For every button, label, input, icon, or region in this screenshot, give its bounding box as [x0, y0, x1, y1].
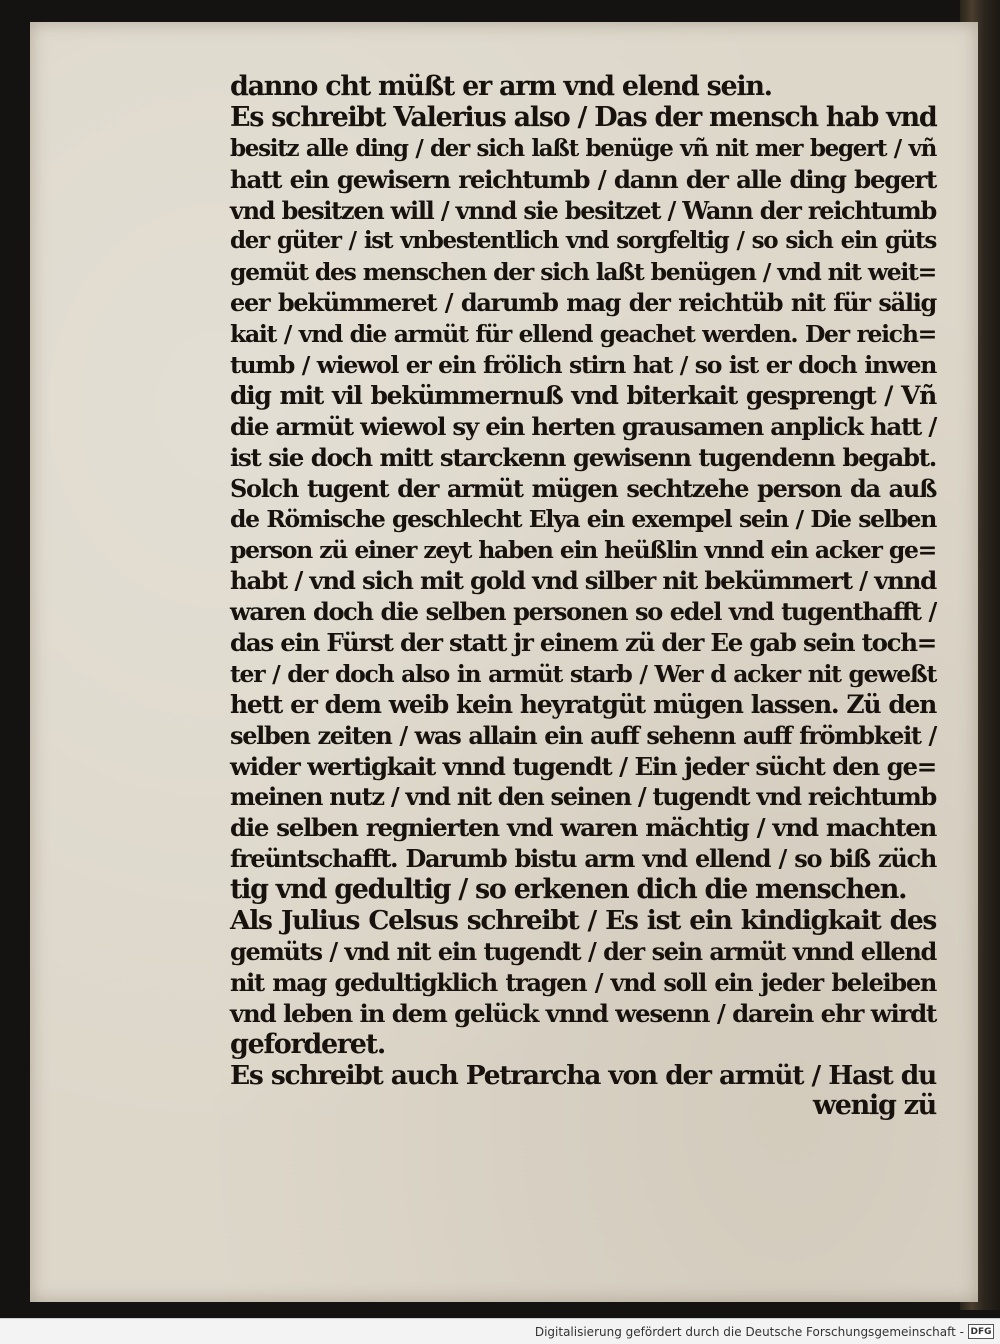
text-line-20: ter / der doch also in armüt starb / Wer d acker nit geweßt	[230, 659, 936, 688]
text-line-29: gemüts / vnd nit ein tugendt / der sein armüt vnnd ellend	[230, 936, 936, 966]
dfg-logo: DFG	[968, 1324, 994, 1339]
text-line-11: dig mit vil bekümmernuß vnd biterkait gesprengt / Vñ	[230, 380, 936, 410]
text-line-27: tig vnd gedultig / so erkenen dich die menschen.	[230, 874, 907, 906]
text-line-5: vnd besitzen will / vnnd sie besitzet / Wann der reichtumb	[230, 195, 936, 225]
text-line-17: habt / vnd sich mit gold vnd silber nit bekümmert / vnnd	[230, 566, 936, 596]
text-line-25: die selben regnierten vnd waren mächtig / vnd machten	[230, 813, 936, 843]
text-line-15: de Römische geschlecht Elya ein exempel sein / Die selben	[230, 505, 936, 534]
text-line-4: hatt ein gewisern reichtumb / dann der alle ding begert	[230, 164, 936, 194]
text-line-3: besitz alle ding / der sich laßt benüge vñ nit mer begert / vñ	[230, 134, 936, 162]
text-line-10: tumb / wiewol er ein frölich stirn hat / so ist er doch inwen	[230, 351, 936, 380]
text-line-33: Es schreibt auch Petrarcha von der armüt / Hast du	[230, 1059, 936, 1091]
text-line-16: person zü einer zeyt haben ein heüßlin vnnd ein acker ge=	[230, 536, 936, 565]
text-line-31: vnd leben in dem gelück vnnd wesenn / darein ehr wirdt	[230, 998, 936, 1028]
text-line-26: freüntschafft. Darumb bistu arm vnd ellend / so biß züch	[230, 844, 936, 874]
catchword: wenig zü	[812, 1090, 936, 1122]
text-line-30: nit mag gedultigklich tragen / vnd soll ein jeder beleiben	[230, 967, 936, 997]
text-line-23: wider wertigkait vnnd tugendt / Ein jeder sücht den ge=	[230, 751, 936, 781]
text-line-18: waren doch die selben personen so edel vnd tugenthafft /	[230, 597, 936, 627]
text-line-1: danno cht müßt er arm vnd elend sein.	[230, 71, 772, 102]
text-line-21: hett er dem weib kein heyratgüt mügen lassen. Zü den	[230, 689, 936, 719]
text-line-24: meinen nutz / vnd nit den seinen / tugendt vnd reichtumb	[230, 782, 936, 812]
text-line-9: kait / vnd die armüt für ellend geachet werden. Der reich=	[230, 320, 936, 349]
text-line-13: ist sie doch mitt starckenn gewisenn tugendenn begabt.	[230, 442, 936, 472]
text-line-6: der güter / ist vnbestentlich vnd sorgfeltig / so sich ein güts	[230, 227, 936, 255]
text-line-7: gemüt des menschen der sich laßt benügen / vnd nit weit=	[230, 258, 936, 287]
footer-credit: Digitalisierung gefördert durch die Deutsche Forschungsgemeinschaft -	[534, 1325, 964, 1339]
page-text	[230, 72, 936, 1122]
footer-bar	[0, 1318, 1000, 1344]
text-line-32: geforderet.	[230, 1028, 385, 1060]
text-line-22: selben zeiten / was allain ein auff sehenn auff frömbkeit /	[230, 720, 936, 750]
text-line-12: die armüt wiewol sy ein herten grausamen anplick hatt /	[230, 411, 936, 441]
text-line-19: das ein Fürst der statt jr einem zü der Ee gab sein toch=	[230, 628, 936, 658]
text-line-28: Als Julius Celsus schreibt / Es ist ein kindigkait des	[230, 905, 936, 937]
book-page	[30, 22, 978, 1302]
text-line-8: eer bekümmeret / darumb mag der reichtüb nit für sälig	[230, 288, 936, 318]
text-line-2: Es schreibt Valerius also / Das der mensch hab vnd	[230, 101, 937, 133]
text-line-14: Solch tugent der armüt mügen sechtzehe person da auß	[230, 473, 936, 503]
